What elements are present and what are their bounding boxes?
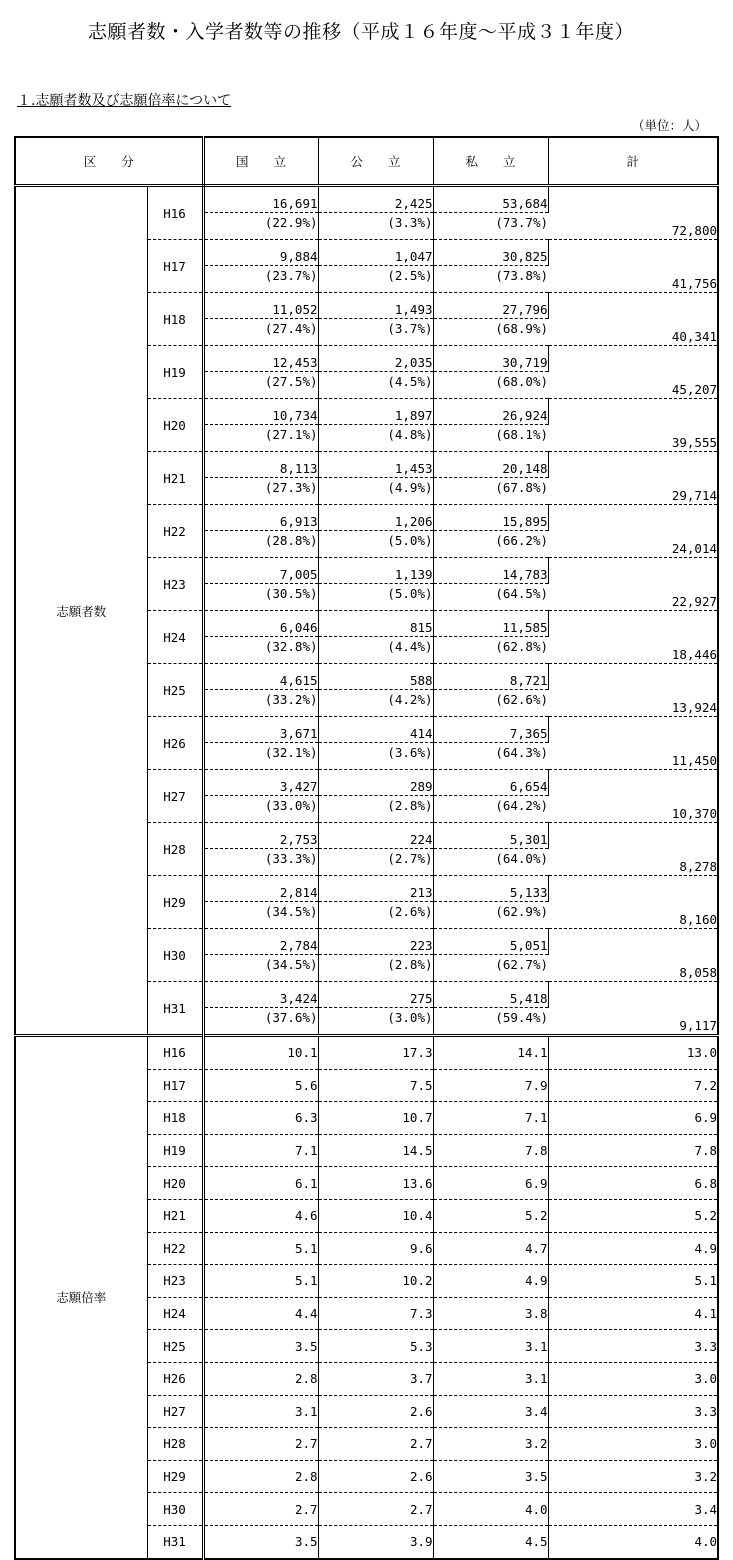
national-ratio: 10.1 bbox=[203, 1036, 318, 1070]
public-share: (2.6%) bbox=[318, 902, 433, 929]
table-row bbox=[15, 1036, 718, 1070]
year-cell: H31 bbox=[147, 1525, 203, 1558]
private-ratio: 4.9 bbox=[433, 1265, 548, 1298]
year-cell: H17 bbox=[147, 240, 203, 293]
public-share: (4.5%) bbox=[318, 372, 433, 399]
public-ratio: 2.6 bbox=[318, 1460, 433, 1493]
total-ratio: 7.2 bbox=[548, 1069, 718, 1102]
national-ratio: 5.1 bbox=[203, 1265, 318, 1298]
year-cell: H21 bbox=[147, 452, 203, 505]
public-share: (5.0%) bbox=[318, 531, 433, 558]
public-count: 2,035 bbox=[318, 346, 433, 372]
public-ratio: 3.7 bbox=[318, 1362, 433, 1395]
private-share: (68.9%) bbox=[433, 319, 548, 346]
year-cell: H20 bbox=[147, 1167, 203, 1200]
national-count: 3,424 bbox=[203, 982, 318, 1008]
private-ratio: 3.5 bbox=[433, 1460, 548, 1493]
year-cell: H19 bbox=[147, 1134, 203, 1167]
total-count: 11,450 bbox=[548, 717, 718, 770]
total-ratio: 5.1 bbox=[548, 1265, 718, 1298]
year-cell: H30 bbox=[147, 1493, 203, 1526]
national-ratio: 7.1 bbox=[203, 1134, 318, 1167]
year-cell: H23 bbox=[147, 1265, 203, 1298]
national-ratio: 5.6 bbox=[203, 1069, 318, 1102]
total-count: 8,160 bbox=[548, 876, 718, 929]
total-ratio: 3.3 bbox=[548, 1395, 718, 1428]
private-share: (73.7%) bbox=[433, 213, 548, 240]
year-cell: H30 bbox=[147, 929, 203, 982]
public-count: 223 bbox=[318, 929, 433, 955]
year-cell: H24 bbox=[147, 611, 203, 664]
private-share: (62.7%) bbox=[433, 955, 548, 982]
year-cell: H24 bbox=[147, 1297, 203, 1330]
page-title: 志願者数・入学者数等の推移（平成１６年度～平成３１年度） bbox=[88, 21, 635, 43]
public-ratio: 10.7 bbox=[318, 1102, 433, 1135]
private-count: 14,783 bbox=[433, 558, 548, 584]
private-ratio: 3.1 bbox=[433, 1362, 548, 1395]
national-share: (32.1%) bbox=[203, 743, 318, 770]
applicants-section bbox=[15, 186, 718, 1036]
year-cell: H20 bbox=[147, 399, 203, 452]
total-count: 13,924 bbox=[548, 664, 718, 717]
year-cell: H28 bbox=[147, 823, 203, 876]
public-ratio: 14.5 bbox=[318, 1134, 433, 1167]
total-count: 8,058 bbox=[548, 929, 718, 982]
public-share: (3.6%) bbox=[318, 743, 433, 770]
private-share: (62.8%) bbox=[433, 637, 548, 664]
national-ratio: 6.1 bbox=[203, 1167, 318, 1200]
public-count: 1,047 bbox=[318, 240, 433, 266]
private-count: 53,684 bbox=[433, 186, 548, 213]
private-count: 5,418 bbox=[433, 982, 548, 1008]
public-count: 1,139 bbox=[318, 558, 433, 584]
header-public: 公 立 bbox=[318, 137, 433, 186]
public-ratio: 2.6 bbox=[318, 1395, 433, 1428]
public-count: 289 bbox=[318, 770, 433, 796]
national-ratio: 5.1 bbox=[203, 1232, 318, 1265]
year-cell: H31 bbox=[147, 982, 203, 1036]
ratio-section bbox=[15, 1036, 718, 1559]
public-share: (3.3%) bbox=[318, 213, 433, 240]
national-count: 2,814 bbox=[203, 876, 318, 902]
public-count: 2,425 bbox=[318, 186, 433, 213]
total-ratio: 3.0 bbox=[548, 1428, 718, 1461]
private-share: (68.0%) bbox=[433, 372, 548, 399]
national-share: (33.0%) bbox=[203, 796, 318, 823]
public-share: (4.9%) bbox=[318, 478, 433, 505]
national-count: 6,913 bbox=[203, 505, 318, 531]
private-ratio: 7.9 bbox=[433, 1069, 548, 1102]
national-share: (27.4%) bbox=[203, 319, 318, 346]
public-count: 1,897 bbox=[318, 399, 433, 425]
public-ratio: 17.3 bbox=[318, 1036, 433, 1070]
year-cell: H22 bbox=[147, 505, 203, 558]
applicants-table bbox=[14, 136, 719, 1560]
private-ratio: 4.0 bbox=[433, 1493, 548, 1526]
total-ratio: 13.0 bbox=[548, 1036, 718, 1070]
private-share: (64.5%) bbox=[433, 584, 548, 611]
year-cell: H25 bbox=[147, 664, 203, 717]
private-share: (62.6%) bbox=[433, 690, 548, 717]
private-count: 15,895 bbox=[433, 505, 548, 531]
public-share: (4.4%) bbox=[318, 637, 433, 664]
header-national: 国 立 bbox=[203, 137, 318, 186]
public-ratio: 10.4 bbox=[318, 1199, 433, 1232]
national-ratio: 3.5 bbox=[203, 1525, 318, 1558]
public-share: (4.2%) bbox=[318, 690, 433, 717]
total-count: 39,555 bbox=[548, 399, 718, 452]
private-ratio: 4.7 bbox=[433, 1232, 548, 1265]
total-ratio: 3.2 bbox=[548, 1460, 718, 1493]
national-count: 8,113 bbox=[203, 452, 318, 478]
national-count: 12,453 bbox=[203, 346, 318, 372]
private-count: 11,585 bbox=[433, 611, 548, 637]
public-share: (2.7%) bbox=[318, 849, 433, 876]
national-share: (33.3%) bbox=[203, 849, 318, 876]
total-ratio: 5.2 bbox=[548, 1199, 718, 1232]
year-cell: H28 bbox=[147, 1428, 203, 1461]
header-total: 計 bbox=[548, 137, 718, 186]
total-count: 8,278 bbox=[548, 823, 718, 876]
national-share: (27.3%) bbox=[203, 478, 318, 505]
national-share: (37.6%) bbox=[203, 1008, 318, 1036]
private-count: 5,051 bbox=[433, 929, 548, 955]
private-share: (64.0%) bbox=[433, 849, 548, 876]
public-share: (2.8%) bbox=[318, 955, 433, 982]
total-count: 24,014 bbox=[548, 505, 718, 558]
national-share: (27.1%) bbox=[203, 425, 318, 452]
national-ratio: 3.1 bbox=[203, 1395, 318, 1428]
public-ratio: 9.6 bbox=[318, 1232, 433, 1265]
public-ratio: 7.3 bbox=[318, 1297, 433, 1330]
unit-label: （単位：人） bbox=[631, 118, 707, 133]
national-count: 6,046 bbox=[203, 611, 318, 637]
year-cell: H16 bbox=[147, 186, 203, 240]
national-share: (34.5%) bbox=[203, 955, 318, 982]
year-cell: H26 bbox=[147, 717, 203, 770]
table-row bbox=[15, 186, 718, 213]
public-ratio: 3.9 bbox=[318, 1525, 433, 1558]
year-cell: H23 bbox=[147, 558, 203, 611]
national-ratio: 2.8 bbox=[203, 1362, 318, 1395]
national-count: 7,005 bbox=[203, 558, 318, 584]
public-share: (5.0%) bbox=[318, 584, 433, 611]
private-share: (68.1%) bbox=[433, 425, 548, 452]
year-cell: H18 bbox=[147, 293, 203, 346]
national-ratio: 3.5 bbox=[203, 1330, 318, 1363]
public-share: (3.7%) bbox=[318, 319, 433, 346]
year-cell: H21 bbox=[147, 1199, 203, 1232]
national-ratio: 2.7 bbox=[203, 1493, 318, 1526]
national-share: (23.7%) bbox=[203, 266, 318, 293]
public-ratio: 13.6 bbox=[318, 1167, 433, 1200]
private-count: 5,301 bbox=[433, 823, 548, 849]
national-count: 11,052 bbox=[203, 293, 318, 319]
public-count: 1,206 bbox=[318, 505, 433, 531]
private-share: (67.8%) bbox=[433, 478, 548, 505]
national-count: 2,784 bbox=[203, 929, 318, 955]
private-share: (64.2%) bbox=[433, 796, 548, 823]
ratio-category-label: 志願倍率 bbox=[15, 1036, 147, 1559]
national-ratio: 6.3 bbox=[203, 1102, 318, 1135]
public-share: (4.8%) bbox=[318, 425, 433, 452]
national-share: (28.8%) bbox=[203, 531, 318, 558]
table-header bbox=[15, 137, 718, 186]
private-count: 27,796 bbox=[433, 293, 548, 319]
national-share: (30.5%) bbox=[203, 584, 318, 611]
private-ratio: 4.5 bbox=[433, 1525, 548, 1558]
total-count: 41,756 bbox=[548, 240, 718, 293]
public-ratio: 2.7 bbox=[318, 1428, 433, 1461]
national-count: 4,615 bbox=[203, 664, 318, 690]
private-count: 26,924 bbox=[433, 399, 548, 425]
private-share: (59.4%) bbox=[433, 1008, 548, 1036]
public-ratio: 10.2 bbox=[318, 1265, 433, 1298]
national-ratio: 2.7 bbox=[203, 1428, 318, 1461]
year-cell: H26 bbox=[147, 1362, 203, 1395]
total-ratio: 4.9 bbox=[548, 1232, 718, 1265]
private-count: 30,825 bbox=[433, 240, 548, 266]
total-count: 22,927 bbox=[548, 558, 718, 611]
national-ratio: 2.8 bbox=[203, 1460, 318, 1493]
private-share: (62.9%) bbox=[433, 902, 548, 929]
private-count: 30,719 bbox=[433, 346, 548, 372]
year-cell: H25 bbox=[147, 1330, 203, 1363]
private-ratio: 7.1 bbox=[433, 1102, 548, 1135]
total-ratio: 4.1 bbox=[548, 1297, 718, 1330]
private-ratio: 3.1 bbox=[433, 1330, 548, 1363]
national-share: (22.9%) bbox=[203, 213, 318, 240]
national-share: (27.5%) bbox=[203, 372, 318, 399]
national-share: (34.5%) bbox=[203, 902, 318, 929]
total-ratio: 4.0 bbox=[548, 1525, 718, 1558]
private-share: (64.3%) bbox=[433, 743, 548, 770]
total-count: 9,117 bbox=[548, 982, 718, 1036]
private-share: (66.2%) bbox=[433, 531, 548, 558]
private-count: 7,365 bbox=[433, 717, 548, 743]
total-ratio: 6.9 bbox=[548, 1102, 718, 1135]
year-cell: H16 bbox=[147, 1036, 203, 1070]
private-count: 5,133 bbox=[433, 876, 548, 902]
total-ratio: 3.4 bbox=[548, 1493, 718, 1526]
public-count: 414 bbox=[318, 717, 433, 743]
private-ratio: 3.4 bbox=[433, 1395, 548, 1428]
public-count: 224 bbox=[318, 823, 433, 849]
total-ratio: 3.3 bbox=[548, 1330, 718, 1363]
national-count: 10,734 bbox=[203, 399, 318, 425]
year-cell: H19 bbox=[147, 346, 203, 399]
national-ratio: 4.4 bbox=[203, 1297, 318, 1330]
private-ratio: 7.8 bbox=[433, 1134, 548, 1167]
national-share: (33.2%) bbox=[203, 690, 318, 717]
national-count: 3,671 bbox=[203, 717, 318, 743]
private-ratio: 5.2 bbox=[433, 1199, 548, 1232]
national-ratio: 4.6 bbox=[203, 1199, 318, 1232]
public-ratio: 2.7 bbox=[318, 1493, 433, 1526]
national-count: 3,427 bbox=[203, 770, 318, 796]
private-share: (73.8%) bbox=[433, 266, 548, 293]
public-ratio: 5.3 bbox=[318, 1330, 433, 1363]
applicants-category-label: 志願者数 bbox=[15, 186, 147, 1036]
national-count: 16,691 bbox=[203, 186, 318, 213]
public-count: 1,493 bbox=[318, 293, 433, 319]
section-heading: １.志願者数及び志願倍率について bbox=[17, 93, 232, 109]
private-count: 20,148 bbox=[433, 452, 548, 478]
public-share: (2.5%) bbox=[318, 266, 433, 293]
year-cell: H17 bbox=[147, 1069, 203, 1102]
public-share: (3.0%) bbox=[318, 1008, 433, 1036]
total-count: 72,800 bbox=[671, 223, 718, 238]
total-count: 10,370 bbox=[548, 770, 718, 823]
national-count: 9,884 bbox=[203, 240, 318, 266]
total-count: 40,341 bbox=[548, 293, 718, 346]
header-private: 私 立 bbox=[433, 137, 548, 186]
public-count: 275 bbox=[318, 982, 433, 1008]
year-cell: H18 bbox=[147, 1102, 203, 1135]
total-ratio: 6.8 bbox=[548, 1167, 718, 1200]
national-count: 2,753 bbox=[203, 823, 318, 849]
private-ratio: 3.2 bbox=[433, 1428, 548, 1461]
public-count: 213 bbox=[318, 876, 433, 902]
total-count: 18,446 bbox=[548, 611, 718, 664]
public-count: 1,453 bbox=[318, 452, 433, 478]
total-ratio: 7.8 bbox=[548, 1134, 718, 1167]
year-cell: H29 bbox=[147, 876, 203, 929]
year-cell: H27 bbox=[147, 1395, 203, 1428]
year-cell: H22 bbox=[147, 1232, 203, 1265]
public-share: (2.8%) bbox=[318, 796, 433, 823]
total-ratio: 3.0 bbox=[548, 1362, 718, 1395]
total-count: 29,714 bbox=[548, 452, 718, 505]
header-category: 区 分 bbox=[15, 137, 203, 186]
private-ratio: 3.8 bbox=[433, 1297, 548, 1330]
public-count: 588 bbox=[318, 664, 433, 690]
public-ratio: 7.5 bbox=[318, 1069, 433, 1102]
year-cell: H29 bbox=[147, 1460, 203, 1493]
private-count: 6,654 bbox=[433, 770, 548, 796]
total-count: 45,207 bbox=[548, 346, 718, 399]
private-ratio: 6.9 bbox=[433, 1167, 548, 1200]
national-share: (32.8%) bbox=[203, 637, 318, 664]
public-count: 815 bbox=[318, 611, 433, 637]
private-count: 8,721 bbox=[433, 664, 548, 690]
private-ratio: 14.1 bbox=[433, 1036, 548, 1070]
year-cell: H27 bbox=[147, 770, 203, 823]
